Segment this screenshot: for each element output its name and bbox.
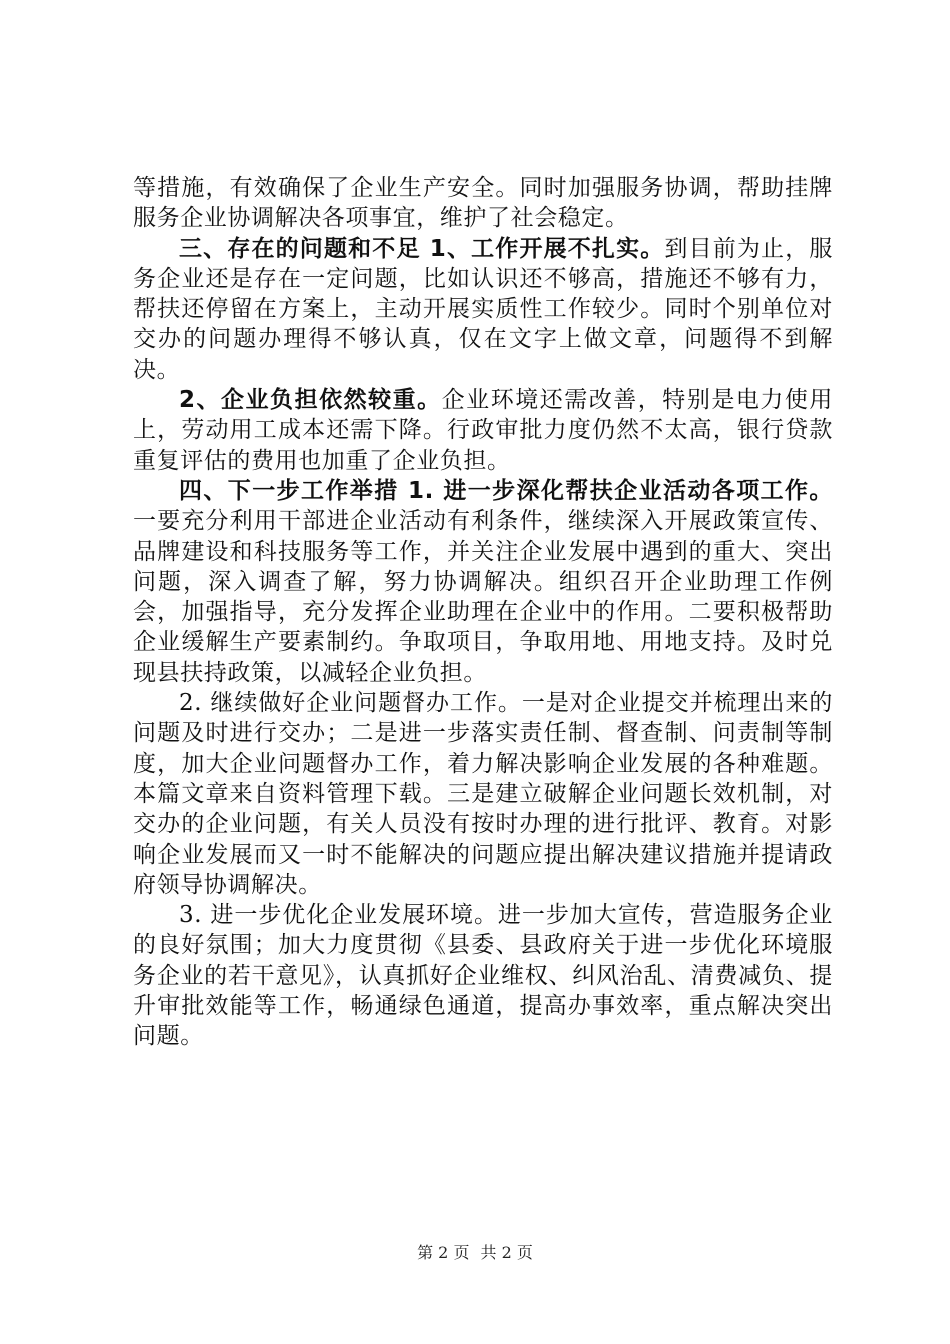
paragraph-text: 一要充分利用干部进企业活动有利条件，继续深入开展政策宣传、品牌建设和科技服务等工作，并关注企业发展中遇到的重大、突出问题，深入调查了解，努力协调解决。组织召开企业助理工作例会，加强指导，充分发挥企业助理在企业中的作用。二要积极帮助企业缓解生产要素制约。争取项目，争取用地、用地支持。及时兑现县扶持政策，以减轻企业负担。 — [133, 508, 833, 686]
paragraph-text: 企业环境还需改善，特别是电力使用上，劳动用工成本还需下降。行政审批力度仍然不太高，银行贷款重复评估的费用也加重了企业负担。 — [133, 387, 833, 474]
paragraph-problems-section — [133, 234, 833, 385]
paragraph-continuation — [133, 173, 833, 234]
paragraph-text: 3. 进一步优化企业发展环境。进一步加大宣传，营造服务企业的良好氛围；加大力度贯彻《县委、县政府关于进一步优化环境服务企业的若干意见》，认真抓好企业维权、纠风治乱、清费减负、提升审批效能等工作，畅通绿色通道，提高办事效率，重点解决突出问题。 — [133, 902, 833, 1050]
paragraph-next-steps-section — [133, 476, 833, 688]
paragraph-text: 到目前为止，服务企业还是存在一定问题，比如认识还不够高，措施还不够有力，帮扶还停留在方案上，主动开展实质性工作较少。同时个别单位对交办的问题办理得不够认真，仅在文字上做文章，问题得不到解决。 — [133, 235, 833, 383]
paragraph-supervision — [133, 688, 833, 900]
page-number: 第 2 页 — [417, 1243, 470, 1262]
paragraph-text: 等措施，有效确保了企业生产安全。同时加强服务协调，帮助挂牌服务企业协调解决各项事宜，维护了社会稳定。 — [133, 175, 833, 232]
subheading-burden: 2、企业负担依然较重。 — [179, 387, 442, 414]
document-body — [133, 173, 833, 1052]
page-footer — [0, 1240, 950, 1263]
section-heading-problems: 三、存在的问题和不足 1、工作开展不扎实。 — [179, 235, 665, 262]
paragraph-burden — [133, 385, 833, 476]
section-heading-next-steps: 四、下一步工作举措 1. 进一步深化帮扶企业活动各项工作。 — [179, 477, 833, 504]
paragraph-environment — [133, 900, 833, 1051]
page-total: 共 2 页 — [480, 1243, 533, 1262]
paragraph-text: 2. 继续做好企业问题督办工作。一是对企业提交并梳理出来的问题及时进行交办；二是进一步落实责任制、督查制、问责制等制度，加大企业问题督办工作，着力解决影响企业发展的各种难题。本篇文章来自资料管理下载。三是建立破解企业问题长效机制，对交办的企业问题，有关人员没有按时办理的进行批评、教育。对影响企业发展而又一时不能解决的问题应提出解决建议措施并提请政府领导协调解决。 — [133, 690, 833, 898]
